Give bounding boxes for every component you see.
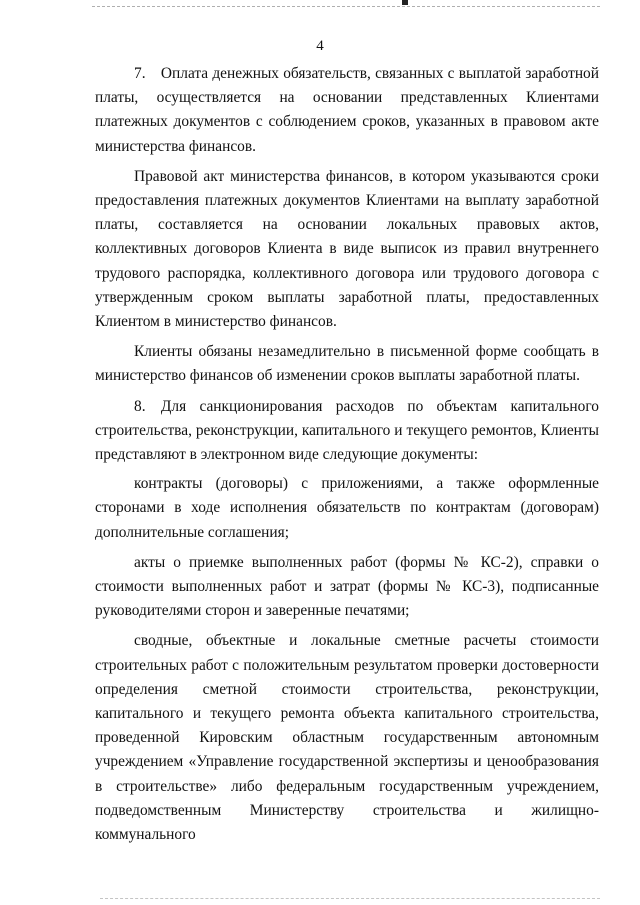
- top-scan-mark: [402, 0, 408, 5]
- paragraph-payment-obligations: 7. Оплата денежных обязательств, связанных с выплатой заработной платы, осуществляется на основании представленных Клиентами платежных документов с соблюдением сроков, указанных в правовом акте министерства финансов.: [95, 65, 599, 155]
- paragraph-capital-construction: 8. Для санкционирования расходов по объектам капитального строительства, реконструкции, капитального и текущего ремонтов, Клиенты представляют в электронном виде следующие документы:: [95, 397, 599, 464]
- bottom-scan-border: [100, 898, 600, 903]
- page-number: 4: [316, 38, 324, 54]
- paragraph-notify-changes: Клиенты обязаны незамедлительно в письменной форме сообщать в министерство финансов об изменении сроков выплаты заработной платы.: [95, 343, 599, 385]
- list-item-contracts: контракты (договоры) с приложениями, а также оформленные сторонами в ходе исполнения обязательств по контрактам (договорам) дополнительные соглашения;: [95, 475, 599, 541]
- paragraph-legal-act: Правовой акт министерства финансов, в котором указываются сроки предоставления платежных документов Клиентами на выплату заработной платы, составляется на основании локальных правовых актов, коллективных договоров Клиента в виде выписок из правил внутреннего трудового распорядка, коллективного договора или трудового договора с утвержденным сроком выплаты заработной платы, предоставленных Клиентом в министерство финансов.: [95, 167, 599, 331]
- document-body: [95, 62, 599, 847]
- list-item-acts: акты о приемке выполненных работ (формы № КС-2), справки о стоимости выполненных работ и затрат (формы № КС-3), подписанные руководителями сторон и заверенные печатями;: [95, 553, 599, 620]
- top-scan-border: [92, 0, 600, 7]
- list-item-estimates: сводные, объектные и локальные сметные расчеты стоимости строительных работ с положительным результатом проверки достоверности определения сметной стоимости строительства, реконструкции, капитального и текущего ремонта объекта капитального строительства, проведенной Кировским областным государственным автономным учреждением «Управление государственной экспертизы и ценообразования в строительстве» либо федеральным государственным учреждением, подведомственным Министерству строительства и жилищно-коммунального: [95, 632, 599, 844]
